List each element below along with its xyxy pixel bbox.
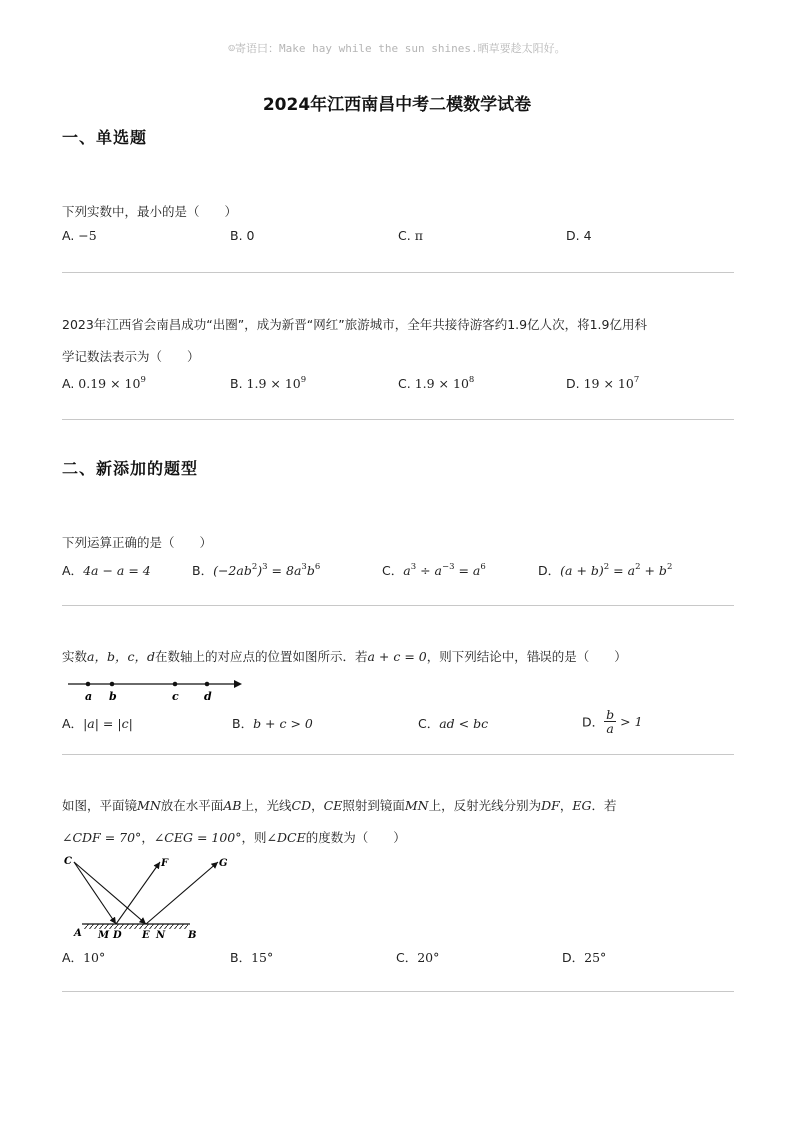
options <box>62 708 734 742</box>
label-b: B <box>188 930 197 940</box>
question-2 <box>62 309 734 391</box>
point-c <box>173 682 178 687</box>
divider <box>62 754 734 755</box>
header-motto: ☺寄语曰：Make hay while the sun shines.晒草要趁太阳好。 <box>228 42 566 55</box>
options <box>62 228 734 250</box>
label-c: c <box>172 690 179 703</box>
option-c[interactable]: C．ad < bc <box>418 716 489 731</box>
label-g: G <box>219 858 228 869</box>
option-c[interactable]: C. $1.9 \times 10^8$ <box>398 375 475 391</box>
options <box>62 375 734 397</box>
option-b[interactable]: B. 0 <box>230 228 255 243</box>
point-a <box>86 682 91 687</box>
option-d[interactable]: D．$(a + b)^2 = a^2 + b^2$ <box>538 562 673 578</box>
number-line-arrowhead <box>234 680 242 688</box>
option-d[interactable]: D． $\frac{b}{a}$ > 1 <box>582 707 643 736</box>
divider <box>62 419 734 420</box>
question-5 <box>62 790 734 965</box>
option-d[interactable]: D. $19 \times 10^7$ <box>566 375 640 391</box>
question-stem: 如图，平面镜MN放在水平面AB上，光线CD，CE照射到镜面MN上，反射光线分别为DF，EG．若 ∠CDF = 70°，∠CEG = 100°，则∠DCE的度数为（ ） <box>62 798 617 845</box>
label-c: C <box>64 856 72 867</box>
option-b[interactable]: B. $1.9 \times 10^9$ <box>230 375 307 391</box>
option-a[interactable]: A. $0.19 \times 10^9$ <box>62 375 146 391</box>
question-stem: 下列运算正确的是（ ） <box>62 535 213 550</box>
question-stem: 实数a，b，c，d在数轴上的对应点的位置如图所示．若a + c = 0，则下列结论中，错误 ·的是（ ） <box>62 642 734 672</box>
ray-df <box>116 862 160 924</box>
option-c[interactable]: C．$a^3 \div a^{-3} = a^6$ <box>382 562 486 578</box>
label-a: a <box>85 690 93 703</box>
question-1 <box>62 196 734 243</box>
option-d[interactable]: D．25° <box>562 950 607 965</box>
ray-eg <box>146 862 218 924</box>
label-f: F <box>161 858 169 869</box>
option-b[interactable]: B．$(-2ab^2)^3 = 8a^3b^6$ <box>192 562 321 578</box>
number-line-figure <box>66 676 242 704</box>
question-3 <box>62 527 734 578</box>
options <box>62 561 734 585</box>
mirror-figure <box>62 854 238 940</box>
label-a: A <box>74 928 82 939</box>
option-a[interactable]: A．|a| = |c| <box>62 716 133 731</box>
page-title: 2024年江西南昌中考二模数学试卷 <box>262 95 532 115</box>
options <box>62 948 734 970</box>
option-d[interactable]: D. 4 <box>566 228 592 243</box>
option-a[interactable]: A．4a − a = 4 <box>62 563 151 578</box>
label-m: M <box>98 930 110 940</box>
question-stem: 下列实数中，最小的是（ ） <box>62 204 238 219</box>
divider <box>62 605 734 606</box>
option-b[interactable]: B．15° <box>230 950 274 965</box>
option-a[interactable]: A. −5 <box>62 228 97 243</box>
section-heading-new-types: 二、新添加的题型 <box>62 459 199 478</box>
label-b: b <box>109 690 117 703</box>
option-c[interactable]: C．20° <box>396 950 440 965</box>
question-4 <box>62 642 734 736</box>
question-stem: 2023年江西省会南昌成功“出圈”，成为新晋“网红”旅游城市，全年共接待游客约1.9亿人次，将1.9亿用科 学记数法表示为（ ） <box>62 317 647 364</box>
section-heading-single-choice: 一、单选题 <box>62 128 148 147</box>
point-d <box>205 682 210 687</box>
mirror-hatching <box>84 924 188 929</box>
label-e: E <box>142 930 150 940</box>
divider <box>62 272 734 273</box>
option-c[interactable]: C. π <box>398 228 423 243</box>
point-b <box>110 682 115 687</box>
divider <box>62 991 734 992</box>
label-d: d <box>204 690 212 703</box>
option-a[interactable]: A．10° <box>62 950 106 965</box>
label-d: D <box>113 930 122 940</box>
fraction: $\frac{b}{a}$ <box>606 707 615 736</box>
label-n: N <box>156 930 166 940</box>
option-b[interactable]: B．b + c > 0 <box>232 716 313 731</box>
emphasis-wrong: 错误 · <box>527 649 552 664</box>
